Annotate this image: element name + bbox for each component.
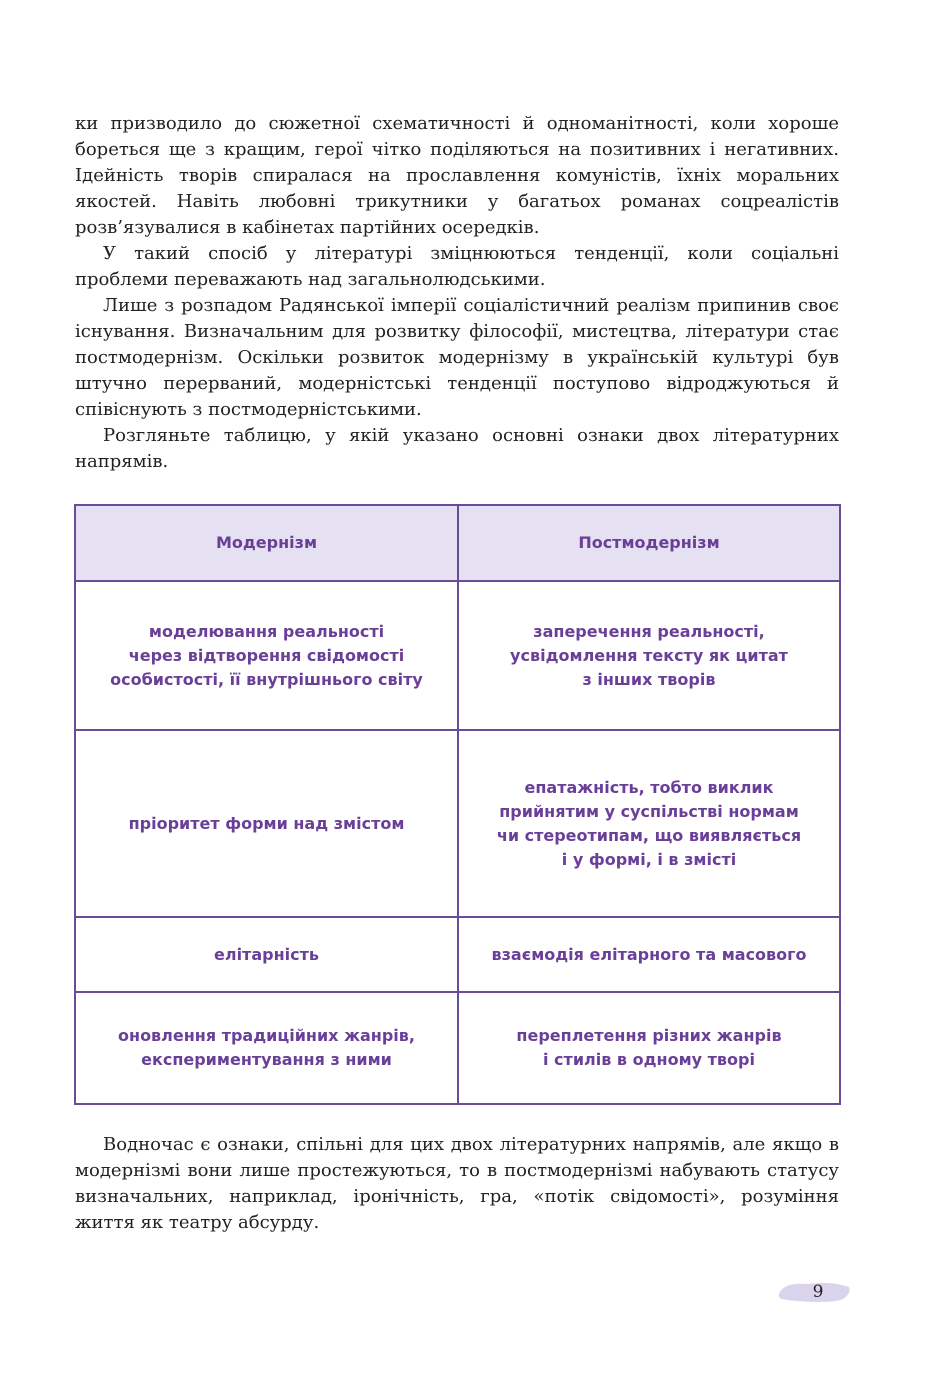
modernism-cell: пріоритет форми над змістом bbox=[75, 730, 458, 917]
header-postmodernism: Постмодернізм bbox=[458, 505, 840, 581]
paragraph: Розгляньте таблицю, у якій указано основні ознаки двох літературних напрямів. bbox=[75, 425, 839, 472]
intro-text bbox=[75, 111, 839, 475]
page-number: 9 bbox=[812, 1282, 824, 1302]
postmodernism-cell: взаємодія елітарного та масового bbox=[458, 917, 840, 992]
table-row bbox=[75, 917, 840, 992]
paragraph: Лише з розпадом Радянської імперії соціалістичний реалізм припинив своє існування. Визначальним для розвитку філософії, мистецтва, літератури стає постмодернізм. Оскільки розвиток модернізму в українській культурі був штучно перерваний, модерністські тенденції поступово відроджуються й співіснують з постмодерністськими. bbox=[75, 295, 839, 420]
table-header-row bbox=[75, 505, 840, 581]
modernism-cell: елітарність bbox=[75, 917, 458, 992]
postmodernism-cell: переплетення різних жанрів і стилів в одному творі bbox=[458, 992, 840, 1104]
table-row bbox=[75, 992, 840, 1104]
comparison-table bbox=[74, 504, 841, 1105]
table-row bbox=[75, 581, 840, 730]
postmodernism-cell: заперечення реальності, усвідомлення тексту як цитат з інших творів bbox=[458, 581, 840, 730]
paragraph: Водночас є ознаки, спільні для цих двох літературних напрямів, але якщо в модернізмі вони лише простежуються, то в постмодернізмі набувають статусу визначальних, наприклад, іронічність, гра, «потік свідомості», розуміння життя як театру абсурду. bbox=[75, 1134, 839, 1233]
modernism-cell: моделювання реальності через відтворення свідомості особистості, її внутрішнього світу bbox=[75, 581, 458, 730]
paragraph: ки призводило до сюжетної схематичності й одноманітності, коли хороше бореться ще з кращим, герої чітко поділяються на позитивних і негативних. Ідейність творів спиралася на прославлення комуністів, їхніх моральних якостей. Навіть любовні трикутники у багатьох романах соцреалістів розв’язувалися в кабінетах партійних осередків. bbox=[75, 113, 839, 238]
page-number-badge bbox=[775, 1278, 851, 1306]
paragraph: У такий спосіб у літературі зміцнюються тенденції, коли соціальні проблеми переважають над загальнолюдськими. bbox=[75, 243, 839, 290]
modernism-cell: оновлення традиційних жанрів, експериментування з ними bbox=[75, 992, 458, 1104]
header-modernism: Модернізм bbox=[75, 505, 458, 581]
postmodernism-cell: епатажність, тобто виклик прийнятим у суспільстві нормам чи стереотипам, що виявляється і у формі, і в змісті bbox=[458, 730, 840, 917]
outro-text bbox=[75, 1132, 839, 1236]
table-row bbox=[75, 730, 840, 917]
